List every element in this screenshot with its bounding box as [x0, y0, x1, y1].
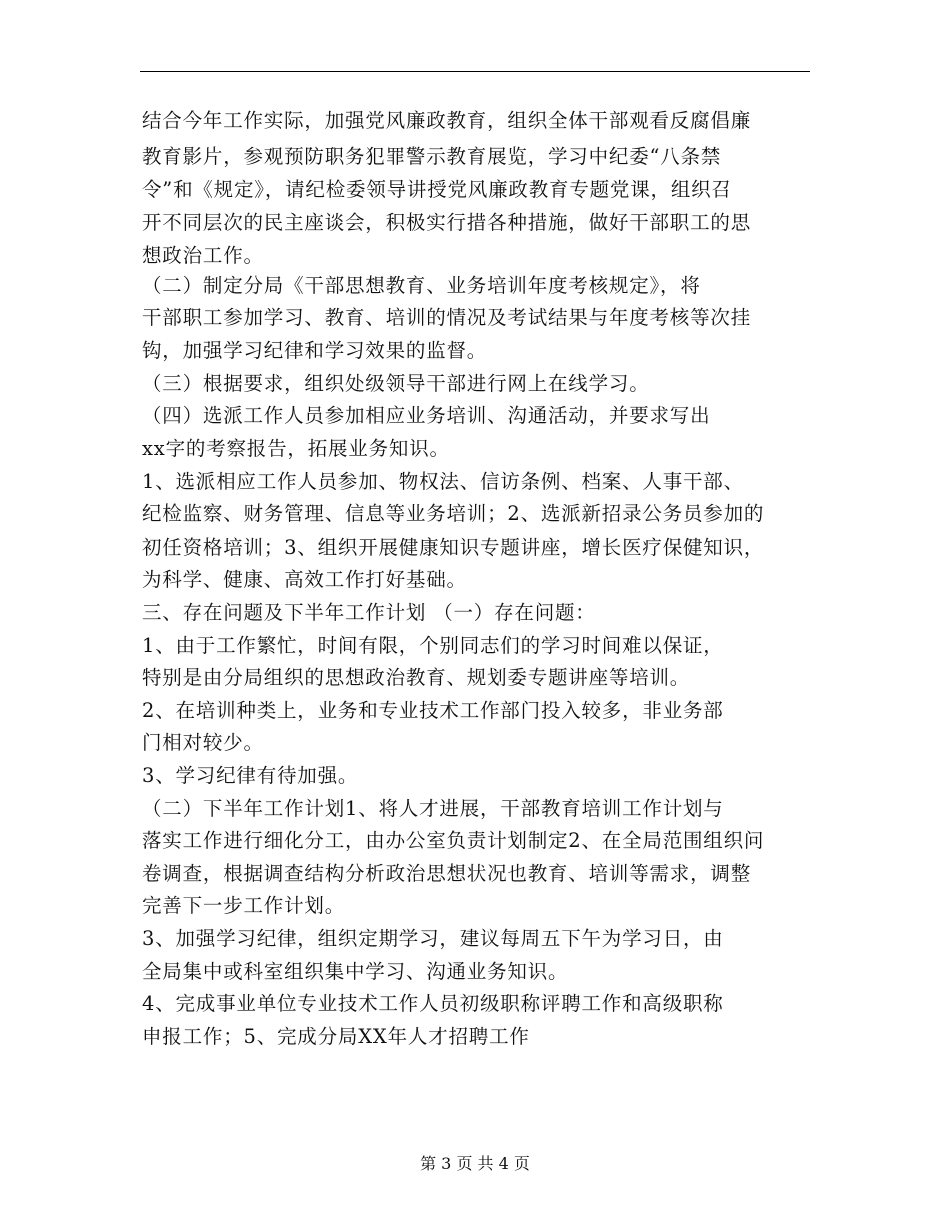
- text-line: 3、加强学习纪律，组织定期学习，建议每周五下午为学习日，由: [142, 927, 724, 950]
- text-line: 纪检监察、财务管理、信息等业务培训；2、选派新招录公务员参加的: [142, 502, 765, 525]
- text-line: 初任资格培训；3、组织开展健康知识专题讲座，增长医疗保健知识，: [142, 536, 765, 559]
- text-line: 想政治工作。: [142, 244, 264, 267]
- text-line: 4、完成事业单位专业技术工作人员初级职称评聘工作和高级职称: [142, 992, 724, 1015]
- text-line: 申报工作；5、完成分局XX年人才招聘工作: [142, 1025, 530, 1048]
- text-line: 落实工作进行细化分工，由办公室负责计划制定2、在全局范围组织问: [142, 829, 765, 852]
- page-number: 第 3 页 共 4 页: [420, 1154, 530, 1173]
- text-line: 完善下一步工作计划。: [142, 894, 346, 917]
- text-line: 干部职工参加学习、教育、培训的情况及考试结果与年度考核等次挂: [142, 306, 752, 329]
- text-line: 令”和《规定》，请纪检委领导讲授党风廉政教育专题党课，组织召: [142, 178, 732, 201]
- text-line: （二）制定分局《干部思想教育、业务培训年度考核规定》，将: [142, 274, 701, 297]
- text-line: 2、在培训种类上，业务和专业技术工作部门投入较多，非业务部: [142, 699, 724, 722]
- text-line: （三）根据要求，组织处级领导干部进行网上在线学习。: [142, 372, 650, 395]
- text-line: 卷调查，根据调查结构分析政治思想状况也教育、培训等需求，调整: [142, 862, 752, 885]
- text-line: 三、存在问题及下半年工作计划 （一）存在问题：: [142, 601, 596, 624]
- text-line: 结合今年工作实际，加强党风廉政教育，组织全体干部观看反腐倡廉: [142, 109, 752, 132]
- text-line: 钩，加强学习纪律和学习效果的监督。: [142, 339, 488, 362]
- text-line: （二）下半年工作计划1、将人才进展，干部教育培训工作计划与: [142, 797, 724, 820]
- text-line: 门相对较少。: [142, 731, 264, 754]
- text-line: 开不同层次的民主座谈会，积极实行措各种措施，做好干部职工的思: [142, 211, 752, 234]
- text-line: 1、由于工作繁忙，时间有限，个别同志们的学习时间难以保证，: [142, 634, 724, 657]
- text-line: 1、选派相应工作人员参加、物权法、信访条例、档案、人事干部、: [142, 470, 744, 493]
- text-line: 全局集中或科室组织集中学习、沟通业务知识。: [142, 960, 569, 983]
- text-line: xx字的考察报告，拓展业务知识。: [142, 437, 450, 460]
- text-line: 为科学、健康、高效工作打好基础。: [142, 568, 467, 591]
- text-line: 特别是由分局组织的思想政治教育、规划委专题讲座等培训。: [142, 666, 691, 689]
- text-line: 教育影片，参观预防职务犯罪警示教育展览，学习中纪委“八条禁: [142, 145, 722, 168]
- text-line: 3、学习纪律有待加强。: [142, 764, 359, 787]
- text-line: （四）选派工作人员参加相应业务培训、沟通活动，并要求写出: [142, 404, 711, 427]
